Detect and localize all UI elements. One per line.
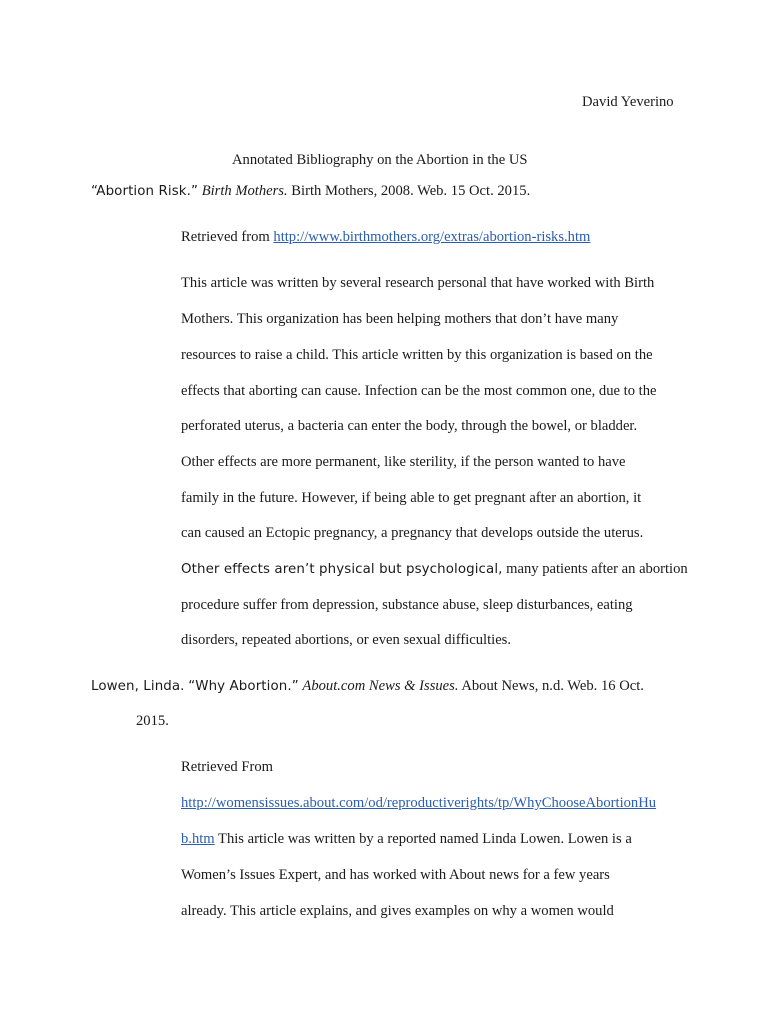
annotation-1-line-11: disorders, repeated abortions, or even sexual difficulties. <box>181 632 512 648</box>
citation-2 <box>91 676 644 697</box>
citation-2-author: Lowen, Linda. <box>91 679 185 694</box>
retrieved-label-2: Retrieved From <box>181 759 274 775</box>
source-link-2-part-2[interactable]: b.htm <box>181 831 215 847</box>
annotation-2-line-1-text: This article was written by a reported named Linda Lowen. Lowen is a <box>214 831 632 847</box>
document-title: Annotated Bibliography on the Abortion in the US <box>232 152 528 168</box>
annotation-1-line-5: perforated uterus, a bacteria can enter the body, through the bowel, or bladder. <box>181 418 638 434</box>
citation-2-title: “Why Abortion.” <box>188 679 299 694</box>
annotation-1-line-2-rest: This organization has been helping mothers that don’t have many <box>236 311 619 327</box>
annotation-1-line-9-rest: many patients after an abortion <box>506 561 688 577</box>
citation-1 <box>91 181 530 202</box>
annotation-1-line-2 <box>181 309 618 329</box>
annotation-1-line-10: procedure suffer from depression, substance abuse, sleep disturbances, eating <box>181 597 633 613</box>
retrieved-label-1: Retrieved from <box>181 229 270 245</box>
citation-1-source: Birth Mothers. <box>201 183 288 199</box>
citation-2-year: 2015. <box>136 713 169 729</box>
source-link-2-part-1[interactable]: http://womensissues.about.com/od/reproductiverights/tp/WhyChooseAbortionHu <box>181 795 657 811</box>
retrieved-line-1 <box>181 227 590 247</box>
annotation-2-line-1 <box>181 829 632 849</box>
annotation-1-line-8: can caused an Ectopic pregnancy, a pregnancy that develops outside the uterus. <box>181 525 644 541</box>
source-link-2-line-1 <box>181 793 656 813</box>
author-name: David Yeverino <box>582 94 674 110</box>
citation-2-source: About.com News & Issues. <box>302 678 459 694</box>
annotation-1-line-7: family in the future. However, if being able to get pregnant after an abortion, it <box>181 490 642 506</box>
annotation-1-line-4: effects that aborting can cause. Infection can be the most common one, due to the <box>181 383 657 399</box>
annotation-1-line-6: Other effects are more permanent, like sterility, if the person wanted to have <box>181 454 626 470</box>
annotation-1-line-3: resources to raise a child. This article written by this organization is based on the <box>181 347 653 363</box>
annotation-1-line-9 <box>181 559 688 580</box>
citation-2-rest: About News, n.d. Web. 16 Oct. <box>461 678 644 694</box>
source-link-1[interactable]: http://www.birthmothers.org/extras/abortion-risks.htm <box>273 229 591 245</box>
annotation-1-line-2-start: Mothers. <box>181 311 234 327</box>
annotation-1-line-1: This article was written by several research personal that have worked with Birth <box>181 275 655 291</box>
annotation-1-line-9-start: Other effects aren’t physical but psychological, <box>181 562 503 577</box>
citation-1-rest: Birth Mothers, 2008. Web. 15 Oct. 2015. <box>291 183 531 199</box>
annotation-2-line-2: Women’s Issues Expert, and has worked with About news for a few years <box>181 867 610 883</box>
citation-1-title: “Abortion Risk.” <box>91 184 199 199</box>
annotation-2-line-3: already. This article explains, and gives examples on why a women would <box>181 903 614 919</box>
